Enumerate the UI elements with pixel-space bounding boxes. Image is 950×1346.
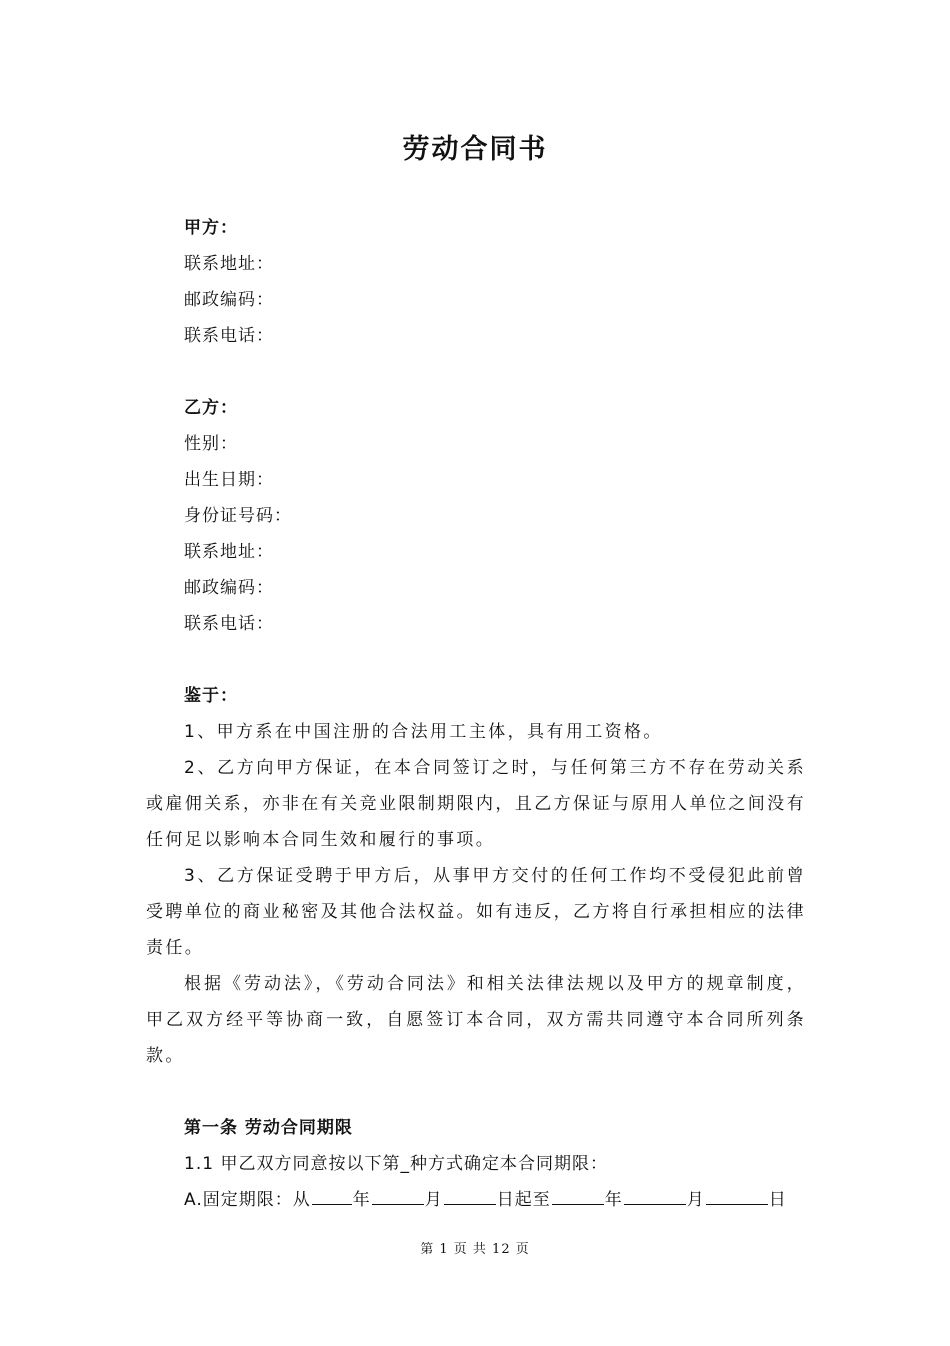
end-day-unit: 日 [768, 1190, 787, 1210]
party-a-phone-label: 联系电话： [184, 326, 274, 346]
party-b-address-label: 联系地址： [184, 542, 274, 562]
party-b-heading: 乙方： [184, 398, 238, 418]
document-title: 劳动合同书 [402, 134, 548, 165]
whereas-heading: 鉴于： [184, 686, 238, 706]
party-a-heading: 甲方： [184, 218, 238, 238]
article-1-heading: 第一条 劳动合同期限 [184, 1118, 353, 1138]
whereas-paragraph-1: 1、甲方系在中国注册的合法用工主体，具有用工资格。 [184, 722, 663, 742]
spacer [146, 1074, 806, 1110]
party-b-id-number-label: 身份证号码： [184, 506, 292, 526]
end-year-unit: 年 [604, 1190, 623, 1210]
whereas-paragraph-2: 2、乙方向甲方保证，在本合同签订之时，与任何第三方不存在劳动关系或雇佣关系，亦非在有关竞业限制期限内，且乙方保证与原用人单位之间没有任何足以影响本合同生效和履行的事项。 [146, 758, 806, 850]
start-day-blank [444, 1203, 496, 1205]
party-b-phone-label: 联系电话： [184, 614, 274, 634]
legal-basis-paragraph: 根据《劳动法》，《劳动合同法》和相关法律法规以及甲方的规章制度，甲乙双方经平等协商一致，自愿签订本合同，双方需共同遵守本合同所列条款。 [146, 974, 806, 1066]
end-month-unit: 月 [686, 1190, 705, 1210]
party-a-postcode-label: 邮政编码： [184, 290, 274, 310]
end-year-blank [552, 1203, 604, 1205]
end-day-blank [706, 1203, 768, 1205]
clause-1-1: 1.1 甲乙双方同意按以下第_种方式确定本合同期限： [184, 1154, 608, 1174]
option-a-label: A.固定期限：从 [184, 1190, 311, 1210]
start-month-blank [372, 1203, 424, 1205]
page-footer: 第 1 页 共 12 页 [420, 1242, 530, 1257]
party-a-address-label: 联系地址： [184, 254, 274, 274]
whereas-paragraph-3: 3、乙方保证受聘于甲方后，从事甲方交付的任何工作均不受侵犯此前曾受聘单位的商业秘密及其他合法权益。如有违反，乙方将自行承担相应的法律责任。 [146, 866, 806, 958]
start-year-unit: 年 [352, 1190, 371, 1210]
spacer [146, 354, 806, 390]
party-b-birthdate-label: 出生日期： [184, 470, 274, 490]
option-a-fixed-term [146, 1182, 806, 1218]
start-year-blank [312, 1203, 352, 1205]
spacer [146, 642, 806, 678]
end-month-blank [624, 1203, 686, 1205]
start-month-unit: 月 [424, 1190, 443, 1210]
party-b-gender-label: 性别： [184, 434, 238, 454]
start-day-unit: 日起至 [496, 1190, 551, 1210]
party-b-postcode-label: 邮政编码： [184, 578, 274, 598]
document-body [146, 210, 806, 1218]
